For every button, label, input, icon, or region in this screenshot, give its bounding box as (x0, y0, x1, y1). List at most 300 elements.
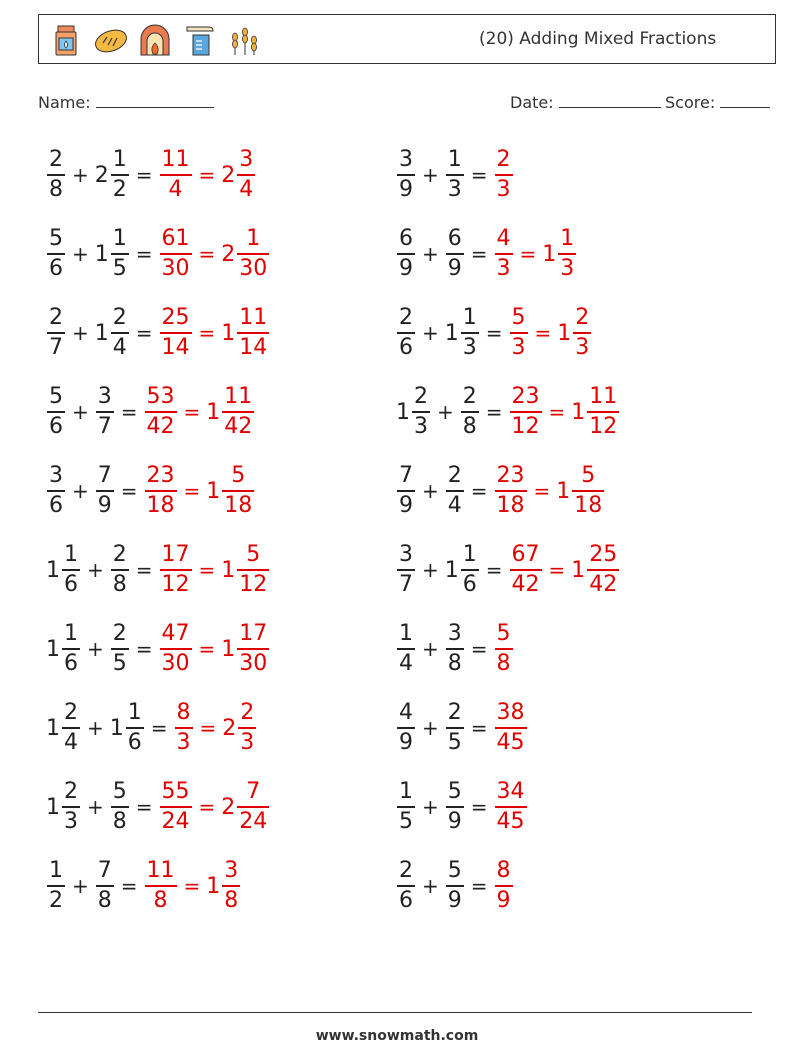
equals-sign: = (120, 874, 138, 898)
addend-a-denominator: 4 (64, 729, 78, 755)
addend-a-stack (62, 702, 80, 754)
addend-a-stack (62, 544, 80, 596)
answer-stack (495, 228, 513, 280)
addend-a-numerator: 1 (64, 542, 78, 568)
answer-mixed-fraction (571, 386, 620, 438)
name-field[interactable] (38, 93, 214, 112)
addend-b-numerator: 5 (112, 779, 127, 805)
equals-sign: = (548, 400, 566, 424)
answer-mixed-whole: 1 (221, 557, 236, 583)
answer-stack (160, 149, 192, 201)
answer-fraction (494, 781, 528, 833)
answer-numerator: 8 (176, 700, 191, 726)
answer-stack (160, 307, 192, 359)
plus-sign: + (72, 321, 89, 345)
answer-denominator: 30 (161, 255, 190, 281)
addend-b-denominator: 5 (447, 729, 462, 755)
equals-sign: = (198, 795, 216, 819)
answer-mixed-stack (237, 544, 269, 596)
answer-mixed-stack (237, 149, 255, 201)
answer-fraction (509, 544, 543, 596)
name-blank[interactable] (96, 93, 214, 108)
answer-fraction (159, 228, 193, 280)
addend-b-denominator: 4 (112, 334, 127, 360)
date-label: Date: (510, 93, 554, 112)
answer-mixed-whole: 1 (206, 399, 221, 425)
equals-sign: = (470, 242, 488, 266)
answer-mixed-whole: 1 (557, 320, 572, 346)
answer-mixed-whole: 1 (556, 478, 571, 504)
answer-mixed-fraction (221, 544, 270, 596)
answer-mixed-stack (237, 623, 269, 675)
answer-mixed-numerator: 11 (224, 384, 253, 410)
equals-sign: = (198, 242, 216, 266)
addend-a-fraction (396, 781, 416, 833)
answer-mixed-whole: 1 (221, 320, 236, 346)
addend-a-fraction (396, 307, 416, 359)
addend-a-denominator: 8 (49, 176, 63, 202)
problem-row (396, 535, 620, 605)
equals-sign: = (183, 400, 201, 424)
answer-mixed-fraction (542, 228, 577, 280)
answer-denominator: 3 (511, 334, 526, 360)
addend-a-whole: 1 (46, 557, 60, 583)
addend-a-numerator: 1 (49, 858, 63, 884)
worksheet-title: (20) Adding Mixed Fractions (479, 29, 717, 49)
answer-mixed-whole: 1 (542, 241, 557, 267)
answer-fraction (174, 702, 194, 754)
score-field[interactable] (665, 93, 770, 112)
addend-b-fraction (445, 544, 480, 596)
answer-mixed-numerator: 1 (560, 226, 575, 252)
answer-denominator: 24 (161, 808, 190, 834)
equals-sign: = (470, 163, 488, 187)
worksheet-header (38, 14, 776, 64)
footer-url: www.snowmath.com (315, 1028, 479, 1044)
addend-b-denominator: 8 (112, 808, 127, 834)
answer-mixed-whole: 2 (221, 162, 236, 188)
equals-sign: = (470, 874, 488, 898)
problem-row (46, 298, 270, 368)
answer-denominator: 12 (161, 571, 190, 597)
addend-a-fraction (396, 860, 416, 912)
answer-stack (510, 307, 528, 359)
answer-fraction (494, 702, 528, 754)
plus-sign: + (422, 242, 439, 266)
addend-a-stack (397, 465, 415, 517)
answer-denominator: 8 (496, 650, 511, 676)
addend-b-numerator: 1 (447, 147, 462, 173)
addend-b-fraction (445, 149, 465, 201)
addend-b-stack (96, 860, 114, 912)
addend-b-numerator: 2 (447, 700, 462, 726)
addend-b-numerator: 3 (447, 621, 462, 647)
answer-fraction (159, 544, 193, 596)
equals-sign: = (485, 400, 503, 424)
wheat-icon (225, 23, 261, 57)
addend-b-numerator: 1 (462, 542, 477, 568)
addend-b-whole: 1 (94, 320, 109, 346)
addend-b-denominator: 3 (447, 176, 462, 202)
addend-a-stack (412, 386, 430, 438)
problem-row (46, 456, 255, 526)
answer-stack (510, 544, 542, 596)
answer-stack (175, 702, 193, 754)
addend-a-stack (47, 386, 65, 438)
answer-mixed-denominator: 18 (574, 492, 603, 518)
addend-b-stack (446, 781, 464, 833)
addend-b-denominator: 7 (97, 413, 112, 439)
addend-a-stack (62, 623, 80, 675)
addend-a-fraction (46, 465, 66, 517)
equals-sign: = (198, 321, 216, 345)
addend-a-fraction (46, 544, 81, 596)
addend-b-fraction (95, 228, 130, 280)
addend-b-numerator: 1 (127, 700, 142, 726)
answer-mixed-numerator: 5 (231, 463, 246, 489)
addend-b-stack (446, 149, 464, 201)
addend-b-denominator: 9 (447, 255, 462, 281)
addend-a-numerator: 5 (49, 226, 63, 252)
answer-denominator: 3 (496, 255, 511, 281)
answer-mixed-fraction (206, 465, 255, 517)
addend-a-fraction (46, 149, 66, 201)
answer-numerator: 34 (496, 779, 525, 805)
addend-b-stack (446, 860, 464, 912)
equals-sign: = (135, 242, 153, 266)
addend-a-denominator: 6 (399, 334, 413, 360)
answer-mixed-fraction (557, 307, 592, 359)
answer-denominator: 3 (176, 729, 191, 755)
answer-fraction (159, 307, 193, 359)
addend-a-numerator: 3 (399, 147, 413, 173)
addend-b-stack (461, 544, 479, 596)
answer-fraction (144, 386, 178, 438)
answer-mixed-stack (558, 228, 576, 280)
answer-mixed-numerator: 25 (589, 542, 618, 568)
equals-sign: = (198, 637, 216, 661)
answer-mixed-fraction (221, 781, 270, 833)
answer-fraction (159, 623, 193, 675)
answer-stack (145, 465, 177, 517)
addend-a-fraction (396, 702, 416, 754)
answer-numerator: 55 (161, 779, 190, 805)
equals-sign: = (135, 163, 153, 187)
plus-sign: + (87, 637, 104, 661)
addend-b-denominator: 8 (462, 413, 477, 439)
problem-row (396, 377, 620, 447)
addend-b-fraction (460, 386, 480, 438)
plus-sign: + (72, 479, 89, 503)
answer-numerator: 17 (161, 542, 190, 568)
plus-sign: + (437, 400, 454, 424)
plus-sign: + (87, 716, 104, 740)
addend-b-denominator: 8 (97, 887, 112, 913)
answer-fraction (159, 781, 193, 833)
addend-a-whole: 1 (396, 399, 410, 425)
answer-mixed-denominator: 8 (224, 887, 239, 913)
addend-b-whole: 1 (94, 241, 109, 267)
addend-b-whole: 1 (109, 715, 124, 741)
answer-numerator: 4 (496, 226, 511, 252)
answer-denominator: 18 (496, 492, 525, 518)
addend-a-fraction (46, 307, 66, 359)
answer-mixed-whole: 1 (206, 478, 221, 504)
addend-b-denominator: 8 (112, 571, 127, 597)
addend-a-numerator: 1 (399, 779, 413, 805)
problem-row (396, 219, 577, 289)
problem-row (46, 219, 270, 289)
addend-b-numerator: 2 (112, 542, 127, 568)
answer-mixed-fraction (221, 623, 270, 675)
equals-sign: = (470, 479, 488, 503)
addend-a-stack (47, 149, 65, 201)
measuring-cup-icon (181, 23, 217, 57)
answer-mixed-denominator: 14 (239, 334, 268, 360)
date-field[interactable] (510, 93, 661, 112)
answer-mixed-denominator: 3 (240, 729, 255, 755)
answer-mixed-numerator: 3 (239, 147, 254, 173)
addend-a-numerator: 6 (399, 226, 413, 252)
plus-sign: + (422, 163, 439, 187)
plus-sign: + (72, 163, 89, 187)
answer-mixed-stack (237, 228, 269, 280)
problem-row (396, 140, 514, 210)
addend-a-fraction (396, 465, 416, 517)
plus-sign: + (72, 242, 89, 266)
answer-stack (495, 465, 527, 517)
score-blank[interactable] (720, 93, 770, 108)
answer-denominator: 8 (153, 887, 168, 913)
answer-numerator: 23 (511, 384, 540, 410)
addend-b-fraction (445, 228, 465, 280)
answer-mixed-fraction (571, 544, 620, 596)
answer-mixed-numerator: 2 (575, 305, 590, 331)
problem-row (396, 614, 514, 684)
answer-mixed-stack (573, 307, 591, 359)
addend-b-fraction (445, 860, 465, 912)
addend-a-denominator: 6 (64, 571, 78, 597)
plus-sign: + (422, 479, 439, 503)
addend-a-stack (47, 465, 65, 517)
answer-mixed-stack (238, 702, 256, 754)
addend-b-stack (111, 149, 129, 201)
answer-numerator: 5 (496, 621, 511, 647)
addend-b-whole: 2 (94, 162, 109, 188)
addend-a-whole: 1 (46, 715, 60, 741)
answer-stack (495, 623, 513, 675)
name-label: Name: (38, 93, 91, 112)
answer-numerator: 47 (161, 621, 190, 647)
addend-b-fraction (445, 307, 480, 359)
answer-mixed-whole: 2 (221, 794, 236, 820)
addend-a-stack (397, 781, 415, 833)
addend-a-denominator: 3 (414, 413, 428, 439)
plus-sign: + (87, 795, 104, 819)
addend-b-denominator: 9 (97, 492, 112, 518)
addend-b-fraction (445, 623, 465, 675)
answer-mixed-whole: 1 (571, 399, 586, 425)
answer-numerator: 38 (496, 700, 525, 726)
addend-a-stack (397, 702, 415, 754)
addend-b-whole: 1 (444, 320, 459, 346)
addend-a-denominator: 3 (64, 808, 78, 834)
addend-a-fraction (396, 149, 416, 201)
addend-b-fraction (95, 149, 130, 201)
addend-b-denominator: 5 (112, 650, 127, 676)
problem-row (46, 851, 241, 921)
answer-fraction (494, 623, 514, 675)
answer-fraction (509, 307, 529, 359)
addend-b-numerator: 2 (447, 463, 462, 489)
addend-b-numerator: 3 (97, 384, 112, 410)
addend-a-fraction (46, 702, 81, 754)
answer-numerator: 8 (496, 858, 511, 884)
problem-row (396, 851, 514, 921)
addend-b-stack (111, 623, 129, 675)
answer-mixed-numerator: 3 (224, 858, 239, 884)
answer-mixed-whole: 1 (571, 557, 586, 583)
answer-mixed-denominator: 24 (239, 808, 268, 834)
answer-mixed-denominator: 12 (589, 413, 618, 439)
addend-a-numerator: 2 (399, 858, 413, 884)
addend-b-denominator: 8 (447, 650, 462, 676)
addend-a-stack (397, 623, 415, 675)
plus-sign: + (422, 874, 439, 898)
addend-a-fraction (396, 386, 431, 438)
addend-a-fraction (46, 228, 66, 280)
addend-b-stack (111, 781, 129, 833)
answer-fraction (494, 860, 514, 912)
addend-b-denominator: 4 (447, 492, 462, 518)
answer-denominator: 42 (511, 571, 540, 597)
addend-b-numerator: 7 (97, 463, 112, 489)
plus-sign: + (422, 795, 439, 819)
answer-fraction (144, 860, 178, 912)
addend-a-numerator: 7 (399, 463, 413, 489)
addend-b-denominator: 5 (112, 255, 127, 281)
addend-b-stack (126, 702, 144, 754)
addend-b-numerator: 1 (112, 147, 127, 173)
answer-mixed-fraction (556, 465, 605, 517)
addend-b-fraction (110, 702, 145, 754)
date-blank[interactable] (559, 93, 661, 108)
addend-a-denominator: 6 (399, 887, 413, 913)
answer-mixed-whole: 1 (221, 636, 236, 662)
addend-a-whole: 1 (46, 636, 60, 662)
answer-mixed-numerator: 5 (581, 463, 596, 489)
equals-sign: = (470, 637, 488, 661)
bread-icon (93, 23, 129, 57)
addend-b-fraction (95, 860, 115, 912)
plus-sign: + (422, 321, 439, 345)
addend-a-fraction (46, 386, 66, 438)
equals-sign: = (485, 321, 503, 345)
addend-a-stack (397, 544, 415, 596)
milk-carton-icon (49, 23, 85, 57)
problem-row (46, 772, 270, 842)
answer-stack (145, 860, 177, 912)
score-label: Score: (665, 93, 716, 112)
answer-mixed-denominator: 30 (239, 650, 268, 676)
answer-stack (160, 623, 192, 675)
equals-sign: = (120, 400, 138, 424)
answer-stack (510, 386, 542, 438)
answer-fraction (509, 386, 543, 438)
answer-mixed-numerator: 11 (589, 384, 618, 410)
plus-sign: + (422, 716, 439, 740)
answer-fraction (494, 465, 528, 517)
addend-b-numerator: 7 (97, 858, 112, 884)
answer-numerator: 61 (161, 226, 190, 252)
answer-fraction (494, 228, 514, 280)
addend-b-stack (111, 307, 129, 359)
addend-a-whole: 1 (46, 794, 60, 820)
equals-sign: = (533, 479, 551, 503)
equals-sign: = (470, 795, 488, 819)
addend-b-denominator: 6 (462, 571, 477, 597)
addend-a-numerator: 3 (49, 463, 63, 489)
addend-b-stack (446, 228, 464, 280)
addend-b-stack (96, 386, 114, 438)
addend-a-stack (397, 307, 415, 359)
answer-mixed-stack (222, 386, 254, 438)
addend-a-stack (62, 781, 80, 833)
answer-mixed-denominator: 4 (239, 176, 254, 202)
answer-mixed-whole: 2 (221, 241, 236, 267)
answer-stack (160, 228, 192, 280)
answer-mixed-denominator: 3 (560, 255, 575, 281)
problem-row (396, 772, 528, 842)
equals-sign: = (198, 163, 216, 187)
answer-numerator: 11 (161, 147, 190, 173)
answer-mixed-numerator: 2 (240, 700, 255, 726)
addend-b-fraction (110, 544, 130, 596)
addend-a-fraction (396, 228, 416, 280)
equals-sign: = (135, 795, 153, 819)
addend-b-numerator: 5 (447, 858, 462, 884)
addend-b-fraction (95, 465, 115, 517)
equals-sign: = (485, 558, 503, 582)
answer-stack (145, 386, 177, 438)
equals-sign: = (199, 716, 217, 740)
answer-stack (160, 544, 192, 596)
problem-row (396, 456, 605, 526)
addend-a-numerator: 2 (399, 305, 413, 331)
addend-b-stack (446, 623, 464, 675)
answer-mixed-numerator: 5 (246, 542, 261, 568)
answer-mixed-fraction (221, 228, 270, 280)
answer-fraction (159, 149, 193, 201)
answer-stack (495, 702, 527, 754)
addend-a-denominator: 9 (399, 729, 413, 755)
answer-denominator: 14 (161, 334, 190, 360)
answer-denominator: 45 (496, 729, 525, 755)
equals-sign: = (198, 558, 216, 582)
addend-b-stack (446, 702, 464, 754)
addend-b-fraction (110, 623, 130, 675)
addend-a-numerator: 2 (49, 305, 63, 331)
addend-a-numerator: 2 (64, 779, 78, 805)
answer-denominator: 3 (496, 176, 511, 202)
answer-denominator: 9 (496, 887, 511, 913)
equals-sign: = (183, 479, 201, 503)
addend-b-denominator: 6 (127, 729, 142, 755)
addend-b-fraction (445, 465, 465, 517)
addend-a-denominator: 5 (399, 808, 413, 834)
addend-b-numerator: 5 (447, 779, 462, 805)
answer-numerator: 23 (496, 463, 525, 489)
